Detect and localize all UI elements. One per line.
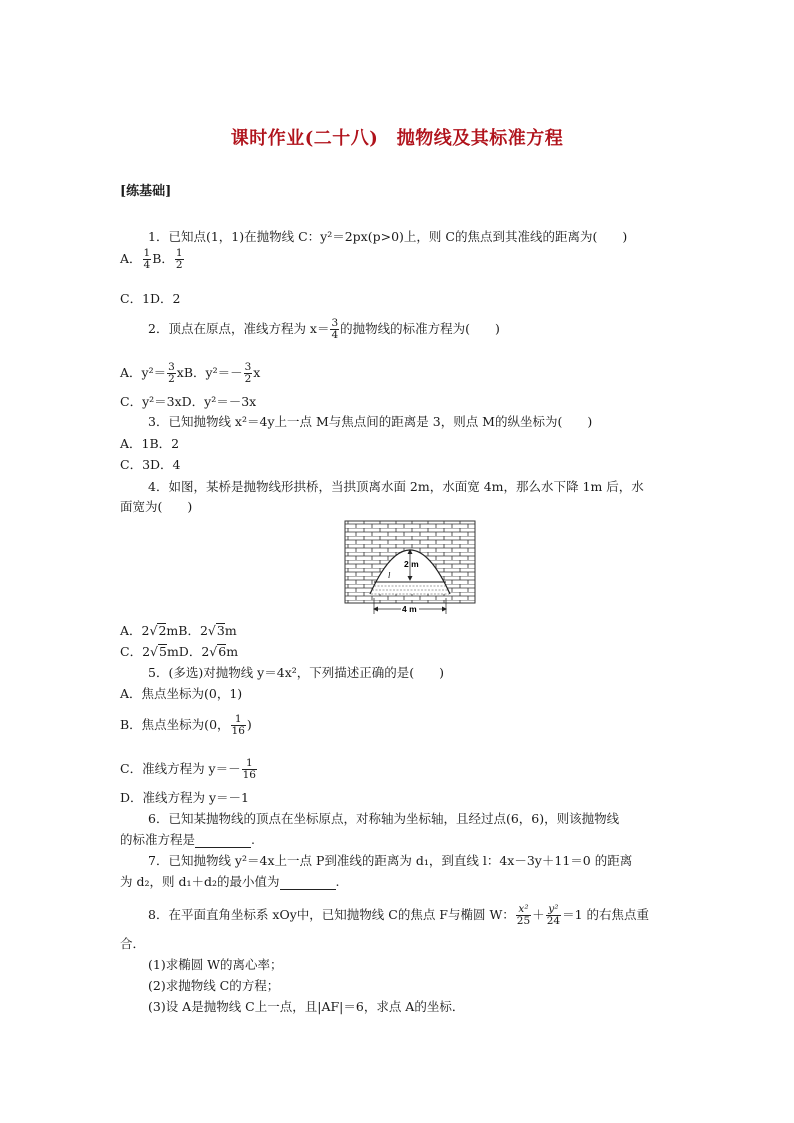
answer-blank — [195, 835, 251, 848]
question-5-option-c: C．准线方程为 y＝－ $\frac{1}{16}$ — [120, 757, 256, 781]
parabolic-arch-bridge-diagram — [344, 520, 476, 618]
question-2-options-ab: A．y²＝ $\frac{3}{2}$ xB．y²＝－ $\frac{3}{2}$ x — [120, 361, 261, 385]
question-4-options-ab: A．2√2mB．2√3m — [120, 623, 237, 638]
question-8-stem-cont: 合． — [120, 936, 146, 951]
question-8-sub-3: (3)设 A是抛物线 C上一点，且|AF|＝6，求点 A的坐标． — [148, 999, 465, 1014]
line-l-label: l — [388, 570, 391, 580]
arrow-head-bottom — [408, 576, 413, 581]
question-8-stem: 8．在平面直角坐标系 xOy中，已知抛物线 C的焦点 F与椭圆 W： $\frac{\text{x²}}{25}$ ＋ $\frac{\text{y²}}{24}$ ＝1 的右焦点重 — [148, 903, 649, 927]
question-6-stem-cont: 的标准方程是 . — [120, 832, 255, 847]
question-2-options-cd: C．y²＝3xD．y²＝－3x — [120, 394, 257, 409]
question-8-sub-1: (1)求椭圆 W的离心率； — [148, 957, 283, 972]
question-5-option-d: D．准线方程为 y＝－1 — [120, 790, 250, 805]
question-3-options-ab: A．1B．2 — [120, 436, 180, 451]
question-4-stem-cont: 面宽为( ) — [120, 499, 193, 514]
answer-blank — [280, 877, 336, 890]
question-4-stem: 4．如图，某桥是抛物线形拱桥，当拱顶离水面 2m，水面宽 4m，那么水下降 1m 后，水 — [148, 479, 644, 494]
question-8-sub-2: (2)求抛物线 C的方程； — [148, 978, 280, 993]
question-4-options-cd: C．2√5mD．2√6m — [120, 644, 239, 659]
section-label: [练基础] — [120, 184, 172, 199]
water-hatching — [371, 586, 449, 594]
question-7-stem: 7．已知抛物线 y²＝4x上一点 P到准线的距离为 d₁，到直线 l：4x－3y＋11＝0 的距离 — [148, 853, 633, 868]
height-label: 2 m — [404, 559, 419, 569]
question-6-stem: 6．已知某抛物线的顶点在坐标原点，对称轴为坐标轴，且经过点(6，6)，则该抛物线 — [148, 811, 620, 826]
question-2-stem: 2．顶点在原点，准线方程为 x＝ $\frac{3}{4}$ 的抛物线的标准方程为( ) — [148, 317, 500, 341]
bridge-figure — [344, 520, 476, 622]
question-1-stem: 1．已知点(1，1)在抛物线 C：y²＝2px(p>0)上，则 C的焦点到其准线的距离为( ) — [148, 229, 628, 244]
question-1-options-cd: C．1D．2 — [120, 291, 181, 306]
question-3-options-cd: C．3D．4 — [120, 457, 181, 472]
question-5-stem: 5．(多选)对抛物线 y＝4x²，下列描述正确的是( ) — [148, 665, 445, 680]
question-7-stem-cont: 为 d₂，则 d₁＋d₂的最小值为 . — [120, 874, 340, 889]
width-label: 4 m — [402, 604, 417, 614]
question-5-option-b: B．焦点坐标为(0， $\frac{1}{16}$ ) — [120, 713, 252, 737]
page-title: 课时作业(二十八) 抛物线及其标准方程 — [230, 128, 564, 149]
question-1-options-ab: A． $\frac{1}{4}$ B． $\frac{1}{2}$ — [120, 247, 183, 271]
question-5-option-a: A．焦点坐标为(0，1) — [120, 686, 243, 701]
question-3-stem: 3．已知抛物线 x²＝4y上一点 M与焦点间的距离是 3，则点 M的纵坐标为( ) — [148, 414, 593, 429]
